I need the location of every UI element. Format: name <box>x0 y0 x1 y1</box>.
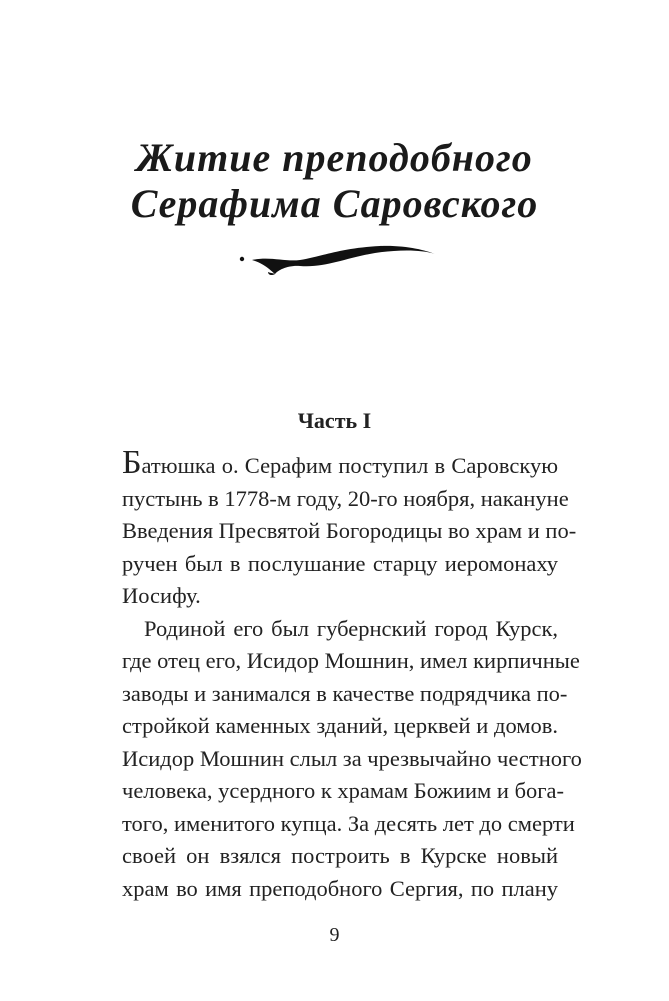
text-line: своей он взялся построить в Курске новый <box>122 843 558 868</box>
text-line: ручен был в послушание старцу иеромонаху <box>122 550 558 576</box>
text-line: Батюшка о. Серафим поступил в Саровскую <box>122 444 558 481</box>
book-title-line-1: Житие преподобного <box>136 135 533 180</box>
text-line: пустынь в 1778-м году, 20-го ноября, накануне <box>122 485 569 511</box>
drop-cap: Б <box>122 444 142 481</box>
text-line: заводы и занимался в качестве подрядчика по- <box>122 680 568 706</box>
text-line: Иосифу. <box>122 583 201 608</box>
text-line: Родиной его был губернский город Курск, <box>144 615 558 641</box>
page-number: 9 <box>329 924 340 946</box>
part-heading: Часть I <box>297 408 372 433</box>
text-line: Исидор Мошнин слыл за чрезвычайно честного <box>122 745 582 771</box>
text-line: храм во имя преподобного Сергия, по плану <box>122 875 558 901</box>
body-text <box>122 444 582 905</box>
text-line: того, именитого купца. За десять лет до смерти <box>122 810 575 836</box>
text-line: где отец его, Исидор Мошнин, имел кирпичные <box>122 648 580 673</box>
ornament-flourish-icon <box>230 240 440 280</box>
text-line: стройкой каменных зданий, церквей и домов. <box>122 713 558 738</box>
text-line: Введения Пресвятой Богородицы во храм и по- <box>122 518 577 543</box>
text-line: человека, усердного к храмам Божиим и бога- <box>122 778 564 803</box>
book-title-line-2: Серафима Саровского <box>130 181 539 226</box>
